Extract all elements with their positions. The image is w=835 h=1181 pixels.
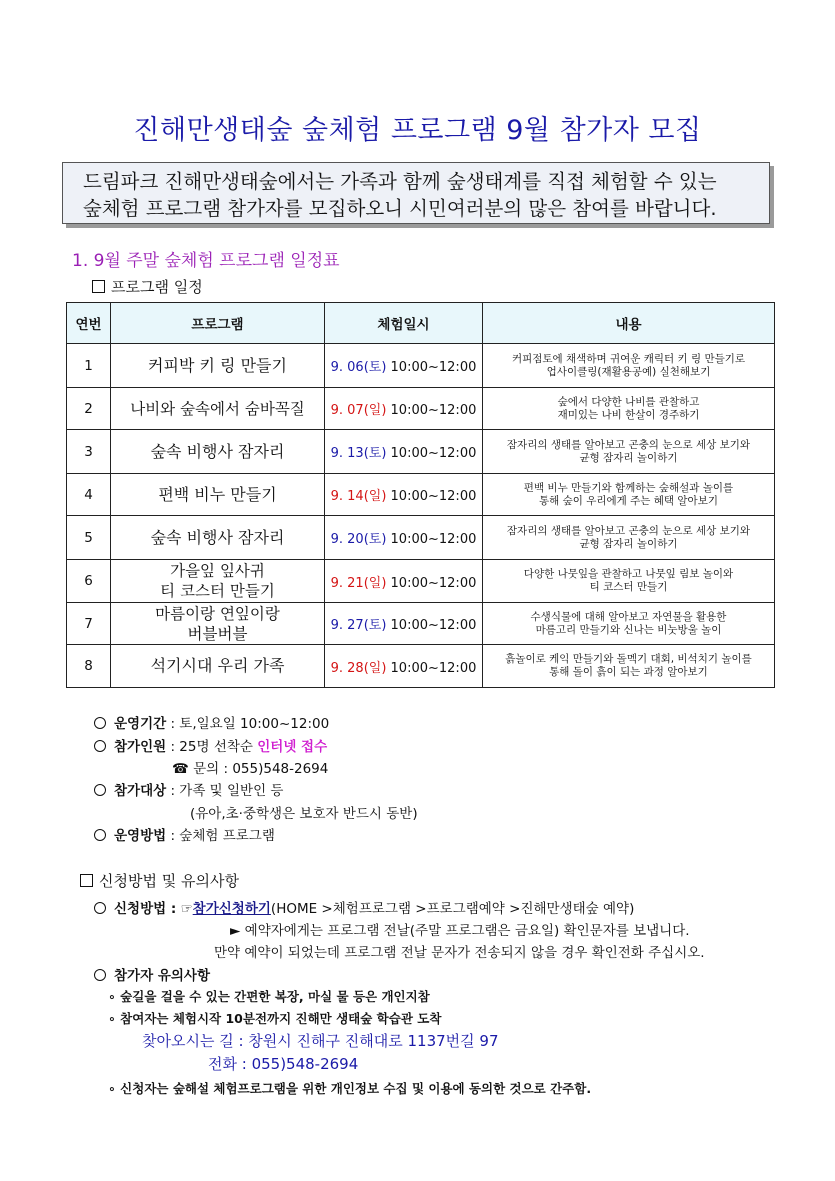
- row-program: 편백 비누 만들기: [111, 474, 325, 516]
- row-desc: [483, 516, 775, 560]
- row-date: [325, 603, 483, 645]
- info-target-label: 참가대상: [114, 783, 167, 799]
- date-day: 9. 14: [330, 489, 364, 504]
- row-no: 6: [67, 560, 111, 603]
- desc-line: 균형 잠자리 놀이하기: [579, 451, 678, 464]
- desc-line: 티 코스터 만들기: [589, 581, 668, 593]
- date-day: 9. 13: [330, 446, 364, 461]
- program-line: 마름이랑 연잎이랑: [155, 604, 280, 623]
- desc-line: 수생식물에 대해 알아보고 자연물을 활용한: [530, 610, 727, 623]
- info-phone: [172, 757, 328, 777]
- date-day: 9. 07: [330, 403, 364, 418]
- date-weekday: (토): [363, 618, 387, 633]
- desc-line: 커피점토에 채색하며 귀여운 캐릭터 키 링 만들기로: [511, 352, 746, 365]
- table-row: [67, 388, 775, 430]
- intro-line-1: 드림파크 진해만생태숲에서는 가족과 함께 숲생태계를 직접 체험할 수 있는: [83, 170, 717, 193]
- info-period-label: 운영기간: [114, 716, 167, 732]
- info-period: [94, 712, 329, 732]
- info-target: [94, 779, 283, 799]
- schedule-subheading: [92, 276, 203, 297]
- intro-line-2: 숲체험 프로그램 참가자를 모집하오니 시민여러분의 많은 참여를 바랍니다.: [83, 197, 717, 220]
- checkbox-square-icon: [80, 874, 93, 887]
- date-day: 9. 21: [330, 575, 364, 591]
- caution-bullet-2: ∘ 참여자는 체험시작 10분전까지 진해만 생태숲 학습관 도착: [108, 1011, 442, 1026]
- row-date: [325, 560, 483, 603]
- date-weekday: (일): [363, 575, 387, 591]
- row-desc: [483, 645, 775, 688]
- row-no: 1: [67, 344, 111, 388]
- desc-line: 흙놀이로 케익 만들기와 돌멕기 대회, 비석치기 놀이를: [505, 653, 752, 665]
- program-line: 버블버블: [187, 624, 248, 643]
- row-desc: [483, 430, 775, 474]
- date-weekday: (일): [363, 660, 387, 676]
- program-line: 가을잎 잎사귀: [170, 562, 265, 580]
- table-row: [67, 516, 775, 560]
- table-row: [67, 603, 775, 645]
- header-date: 체험일시: [325, 303, 483, 344]
- row-date: [325, 645, 483, 688]
- desc-line: 마름고리 만들기와 신나는 비눗방울 놀이: [535, 623, 722, 636]
- date-time: 10:00~12:00: [386, 446, 477, 461]
- table-row: [67, 645, 775, 688]
- row-program: 나비와 숲속에서 숨바꼭질: [111, 388, 325, 430]
- apply-heading-label: 신청방법 및 유의사항: [99, 872, 239, 890]
- apply-note-1-text: 예약자에게는 프로그램 전날(주말 프로그램은 금요일) 확인문자를 보냅니다.: [240, 923, 690, 939]
- apply-path: (HOME >체험프로그램 >프로그램예약 >진해만생태숲 예약): [270, 901, 635, 917]
- desc-line: 숲에서 다양한 나비를 관찰하고: [557, 395, 700, 408]
- row-program: 숲속 비행사 잠자리: [111, 516, 325, 560]
- date-weekday: (토): [363, 360, 387, 375]
- header-no: 연번: [67, 303, 111, 344]
- row-desc: [483, 474, 775, 516]
- row-date: [325, 388, 483, 430]
- date-day: 9. 06: [330, 360, 364, 375]
- arrow-right-icon: ►: [230, 923, 241, 939]
- row-no: 8: [67, 645, 111, 688]
- apply-note-2: 만약 예약이 되었는데 프로그램 전날 문자가 전송되지 않을 경우 확인전화 주십시오.: [214, 945, 705, 961]
- row-desc: [483, 388, 775, 430]
- row-date: [325, 344, 483, 388]
- caution-bullet-1: ∘ 숲길을 걸을 수 있는 간편한 복장, 마실 물 등은 개인지참: [108, 989, 430, 1004]
- header-program: 프로그램: [111, 303, 325, 344]
- circle-bullet-icon: [94, 784, 106, 796]
- address: 찾아오시는 길 : 창원시 진해구 진해대로 1137번길 97: [142, 1032, 499, 1050]
- info-method-value: : 숲체험 프로그램: [166, 828, 275, 844]
- row-program: [111, 560, 325, 603]
- info-method-label: 운영방법: [114, 828, 167, 844]
- row-no: 2: [67, 388, 111, 430]
- schedule-heading: 1. 9월 주말 숲체험 프로그램 일정표: [72, 251, 340, 271]
- page-title: 진해만생태숲 숲체험 프로그램 9월 참가자 모집: [133, 115, 702, 146]
- desc-line: 다양한 나뭇잎을 관찰하고 나뭇잎 림보 놀이와: [523, 568, 734, 580]
- row-no: 3: [67, 430, 111, 474]
- row-no: 5: [67, 516, 111, 560]
- info-phone-value: 문의 : 055)548-2694: [188, 761, 329, 777]
- date-day: 9. 28: [330, 660, 364, 676]
- row-no: 4: [67, 474, 111, 516]
- row-program: 숲속 비행사 잠자리: [111, 430, 325, 474]
- program-line: 티 코스터 만들기: [160, 582, 275, 600]
- table-row: [67, 430, 775, 474]
- apply-method: [94, 897, 634, 917]
- table-row: [67, 560, 775, 603]
- table-row: [67, 474, 775, 516]
- table-row: [67, 344, 775, 388]
- info-target-value: : 가족 및 일반인 등: [166, 783, 284, 799]
- circle-bullet-icon: [94, 717, 106, 729]
- info-period-value: : 토,일요일 10:00~12:00: [166, 716, 330, 732]
- row-date: [325, 474, 483, 516]
- date-time: 10:00~12:00: [386, 532, 477, 547]
- date-weekday: (토): [363, 446, 387, 461]
- info-people: [94, 735, 327, 755]
- intro-box: [62, 162, 770, 224]
- date-time: 10:00~12:00: [386, 660, 477, 676]
- schedule-subheading-label: 프로그램 일정: [111, 278, 203, 296]
- caution-heading: [94, 964, 210, 984]
- circle-bullet-icon: [94, 829, 106, 841]
- pointing-hand-icon: ☞: [180, 901, 193, 917]
- caution-heading-label: 참가자 유의사항: [114, 968, 210, 984]
- date-time: 10:00~12:00: [386, 575, 477, 591]
- row-no: 7: [67, 603, 111, 645]
- circle-bullet-icon: [94, 902, 106, 914]
- row-date: [325, 430, 483, 474]
- info-method: [94, 824, 275, 844]
- row-desc: [483, 344, 775, 388]
- desc-line: 잠자리의 생태를 알아보고 곤충의 눈으로 세상 보기와: [506, 438, 751, 451]
- desc-line: 균형 잠자리 놀이하기: [579, 537, 678, 550]
- desc-line: 통해 돌이 흙이 되는 과정 알아보기: [549, 666, 708, 678]
- info-people-label: 참가인원: [114, 739, 167, 755]
- circle-bullet-icon: [94, 969, 106, 981]
- apply-note-1: [230, 919, 690, 939]
- header-content: 내용: [483, 303, 775, 344]
- row-program: [111, 603, 325, 645]
- apply-heading: [80, 870, 239, 891]
- caution-bullet-3: ∘ 신청자는 숲해설 체험프로그램을 위한 개인정보 수집 및 이용에 동의한 것으로 간주함.: [108, 1081, 592, 1096]
- desc-line: 재미있는 나비 한살이 경주하기: [557, 408, 700, 421]
- desc-line: 편백 비누 만들기와 함께하는 숲해설과 놀이를: [523, 481, 734, 494]
- apply-method-label: 신청방법 :: [114, 901, 177, 917]
- date-weekday: (일): [363, 489, 387, 504]
- row-desc: [483, 603, 775, 645]
- checkbox-square-icon: [92, 280, 105, 293]
- row-program: 석기시대 우리 가족: [111, 645, 325, 688]
- desc-line: 업사이클링(재활용공예) 실천해보기: [546, 365, 711, 378]
- row-desc: [483, 560, 775, 603]
- date-day: 9. 27: [330, 618, 364, 633]
- phone-icon: ☎: [172, 761, 189, 777]
- schedule-table: [66, 302, 775, 688]
- circle-bullet-icon: [94, 740, 106, 752]
- date-time: 10:00~12:00: [386, 489, 477, 504]
- table-header-row: [67, 303, 775, 344]
- telephone: 전화 : 055)548-2694: [208, 1055, 359, 1073]
- info-target-note: (유아,초·중학생은 보호자 반드시 동반): [190, 806, 418, 822]
- apply-link[interactable]: 참가신청하기: [192, 901, 271, 917]
- date-time: 10:00~12:00: [386, 403, 477, 418]
- date-time: 10:00~12:00: [386, 618, 477, 633]
- desc-line: 통해 숲이 우리에게 주는 혜택 알아보기: [539, 494, 718, 507]
- date-day: 9. 20: [330, 532, 364, 547]
- date-weekday: (일): [363, 403, 387, 418]
- date-weekday: (토): [363, 532, 387, 547]
- date-time: 10:00~12:00: [386, 360, 477, 375]
- info-people-highlight: 인터넷 접수: [257, 739, 328, 755]
- row-date: [325, 516, 483, 560]
- info-people-value: : 25명 선착순: [166, 739, 258, 755]
- desc-line: 잠자리의 생태를 알아보고 곤충의 눈으로 세상 보기와: [506, 524, 751, 537]
- row-program: 커피박 키 링 만들기: [111, 344, 325, 388]
